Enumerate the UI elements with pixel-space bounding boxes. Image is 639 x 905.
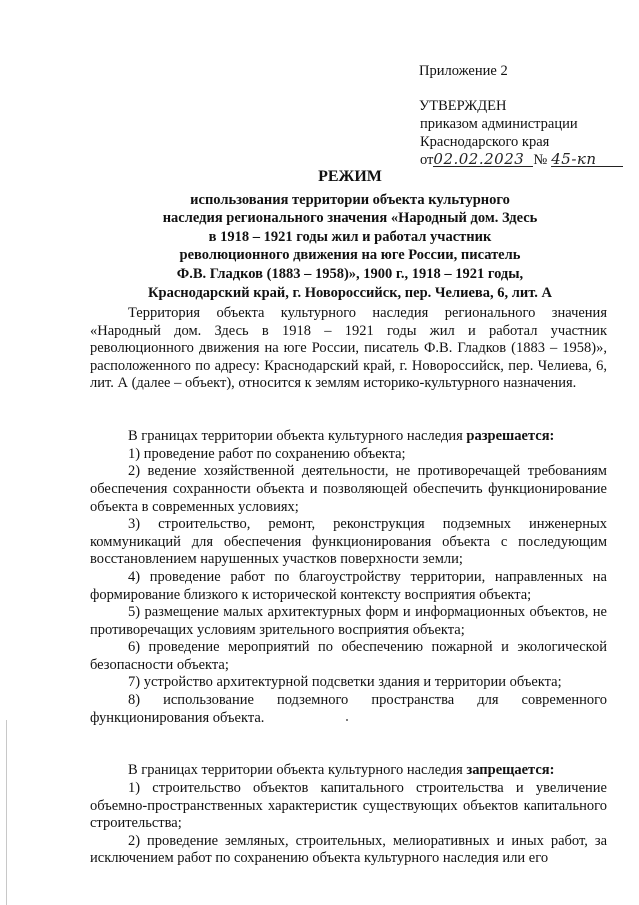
allowed-item: 8) использование подземного пространства для современного функционирования объекта. bbox=[90, 692, 607, 726]
forbidden-keyword: запрещается: bbox=[466, 762, 555, 779]
document-title-block bbox=[90, 168, 610, 302]
scan-edge-line bbox=[6, 720, 7, 905]
appendix-label: Приложение 2 bbox=[419, 63, 508, 79]
allowed-heading: В границах территории объекта культурного наследия разрешается: bbox=[128, 428, 555, 445]
approval-block bbox=[419, 62, 629, 169]
handwritten-date: 02.02.2023 bbox=[433, 152, 533, 167]
document-title: РЕЖИМ bbox=[318, 168, 382, 185]
title-line: в 1918 – 1921 годы жил и работал участник bbox=[208, 228, 492, 245]
title-line: Ф.В. Гладков (1883 – 1958)», 1900 г., 1918 – 1921 годы, bbox=[176, 265, 524, 282]
allowed-item: 3) строительство, ремонт, реконструкция подземных инженерных коммуникаций для обеспечения функционирования объекта с последующим восстановлением нарушенных участков поверхности земли; bbox=[90, 516, 607, 568]
title-line: использования территории объекта культурного bbox=[190, 191, 510, 208]
allowed-item: 7) устройство архитектурной подсветки здания и территории объекта; bbox=[128, 674, 562, 691]
intro-paragraph: Территория объекта культурного наследия регионального значения «Народный дом. Здесь в 1918 – 1921 годы жил и работал участник революционного движения на юге России, писатель Ф.В. Гладков (1883 – 1958)», расположенного по адресу: Краснодарский край, г. Новороссийск, пер. Челиева, 6, лит. А (далее – объект), относится к землям историко-культурного назначения. bbox=[90, 305, 607, 392]
document-body bbox=[90, 305, 607, 868]
date-prefix: от bbox=[420, 152, 434, 168]
allowed-item: 2) ведение хозяйственной деятельности, не противоречащей требованиям обеспечения сохранности объекта и позволяющей обеспечить функционирование объекта в современных условиях; bbox=[90, 463, 607, 515]
scan-speck bbox=[346, 719, 348, 721]
number-sign: № bbox=[533, 152, 548, 168]
approved-label: УТВЕРЖДЕН bbox=[419, 98, 507, 114]
title-line: Краснодарский край, г. Новороссийск, пер. Челиева, 6, лит. А bbox=[148, 284, 552, 301]
allowed-item: 1) проведение работ по сохранению объекта; bbox=[128, 445, 406, 462]
order-date-number bbox=[420, 151, 629, 169]
approval-authority-line2: Краснодарского края bbox=[420, 134, 550, 150]
allowed-keyword: разрешается: bbox=[466, 428, 555, 445]
title-line: наследия регионального значения «Народный дом. Здесь bbox=[162, 210, 538, 227]
approval-authority-line1: приказом администрации bbox=[420, 116, 578, 132]
title-line: революционного движения на юге России, писатель bbox=[179, 247, 521, 264]
allowed-item: 5) размещение малых архитектурных форм и информационных объектов, не противоречащих условиям зрительного восприятия объекта; bbox=[90, 604, 607, 638]
allowed-item: 6) проведение мероприятий по обеспечению пожарной и экологической безопасности объекта; bbox=[90, 639, 607, 673]
forbidden-item: 1) строительство объектов капитального строительства и увеличение объемно-пространственных характеристик существующих объектов капитального строительства; bbox=[90, 780, 607, 832]
forbidden-item: 2) проведение земляных, строительных, мелиоративных и иных работ, за исключением работ по сохранению объекта культурного наследия или его bbox=[90, 832, 607, 867]
forbidden-heading: В границах территории объекта культурного наследия запрещается: bbox=[128, 762, 555, 779]
allowed-item: 4) проведение работ по благоустройству территории, направленных на формирование близкого к исторической контексту восприятия объекта; bbox=[90, 568, 607, 603]
handwritten-number: 45-кп bbox=[551, 152, 623, 167]
